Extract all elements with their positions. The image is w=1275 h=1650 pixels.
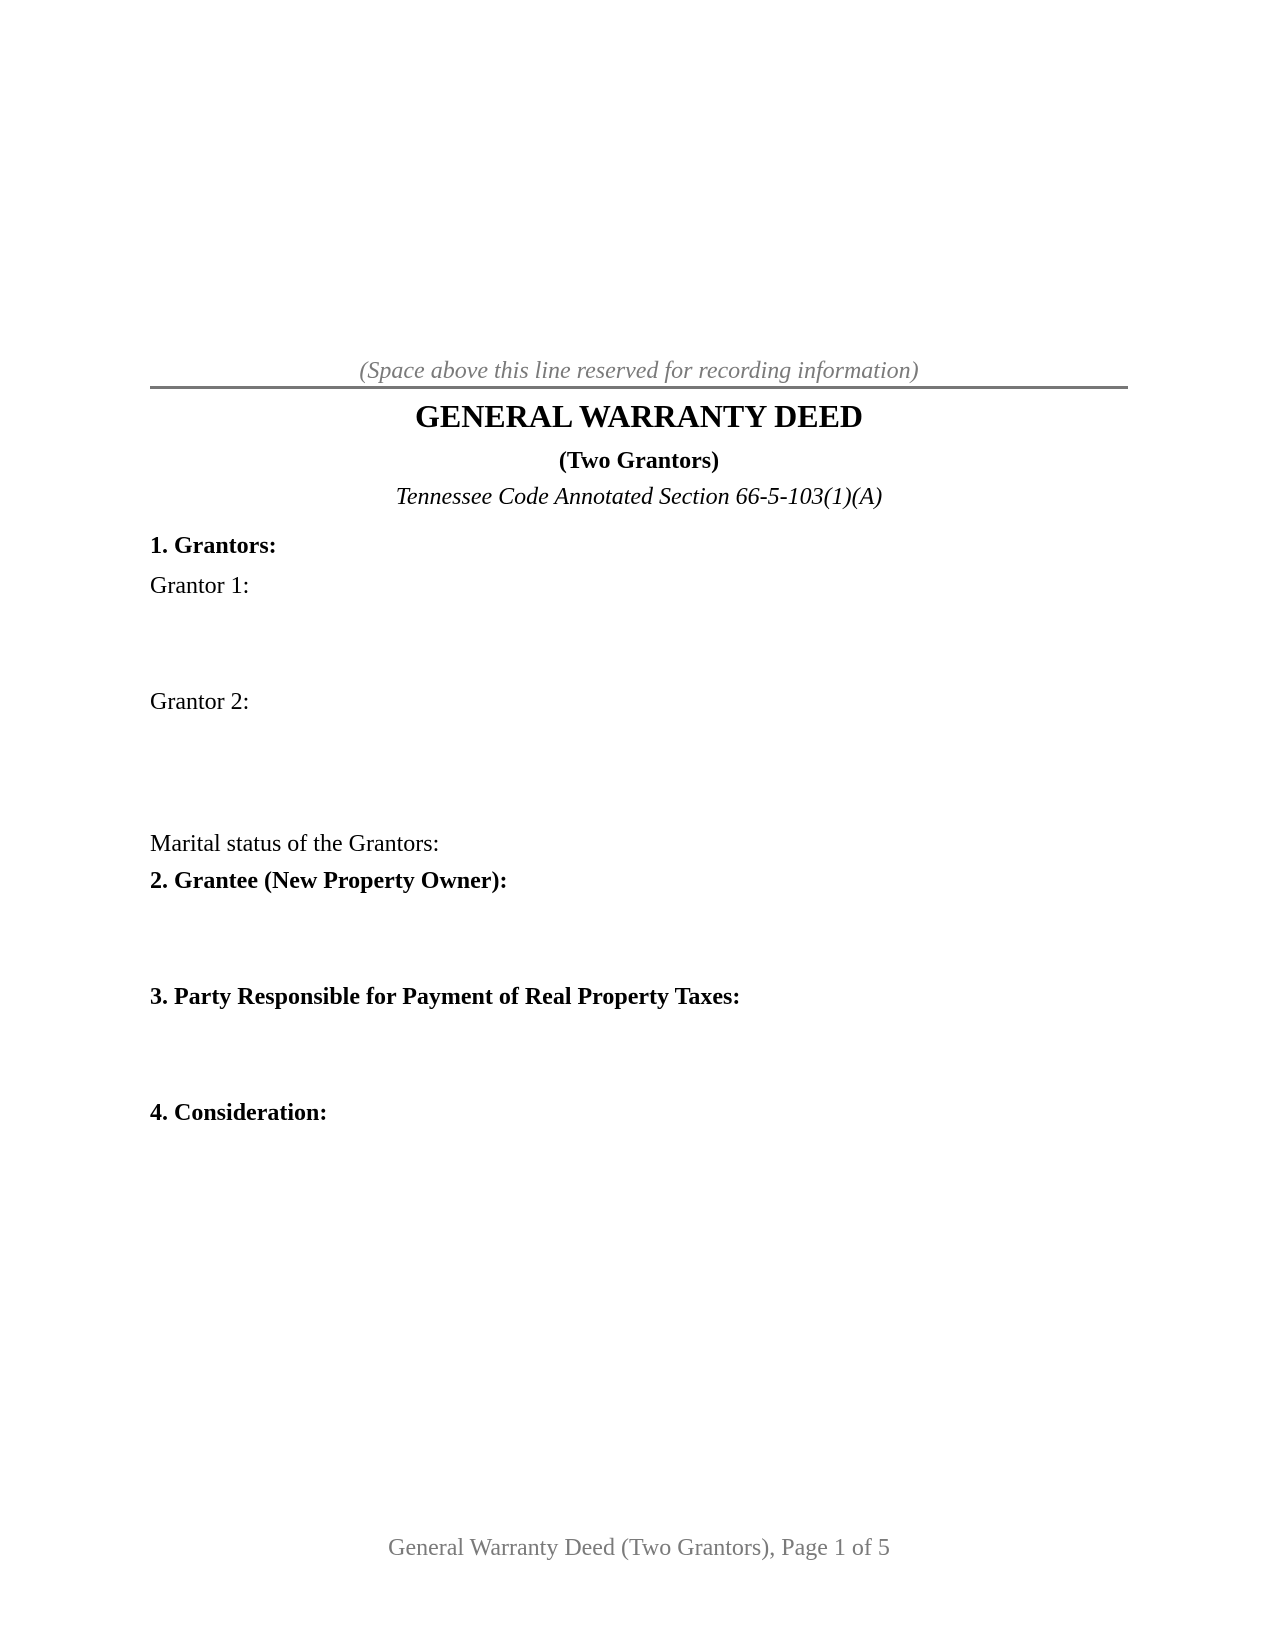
document-subtitle: (Two Grantors) bbox=[558, 448, 720, 474]
marital-status-label: Marital status of the Grantors: bbox=[150, 831, 440, 857]
grantor-1-label: Grantor 1: bbox=[150, 573, 250, 599]
page-footer: General Warranty Deed (Two Grantors), Page 1 of 5 bbox=[388, 1535, 890, 1561]
statute-reference: Tennessee Code Annotated Section 66-5-103(1)(A) bbox=[395, 484, 883, 510]
section-heading-grantee: 2. Grantee (New Property Owner): bbox=[150, 868, 508, 894]
recording-space-note: (Space above this line reserved for recording information) bbox=[359, 358, 919, 384]
grantor-2-label: Grantor 2: bbox=[150, 689, 250, 715]
section-heading-grantors: 1. Grantors: bbox=[150, 533, 277, 559]
section-heading-consideration: 4. Consideration: bbox=[150, 1100, 328, 1126]
recording-divider-line bbox=[150, 386, 1128, 389]
document-title: GENERAL WARRANTY DEED bbox=[414, 398, 864, 434]
section-heading-taxes: 3. Party Responsible for Payment of Real Property Taxes: bbox=[150, 984, 741, 1010]
